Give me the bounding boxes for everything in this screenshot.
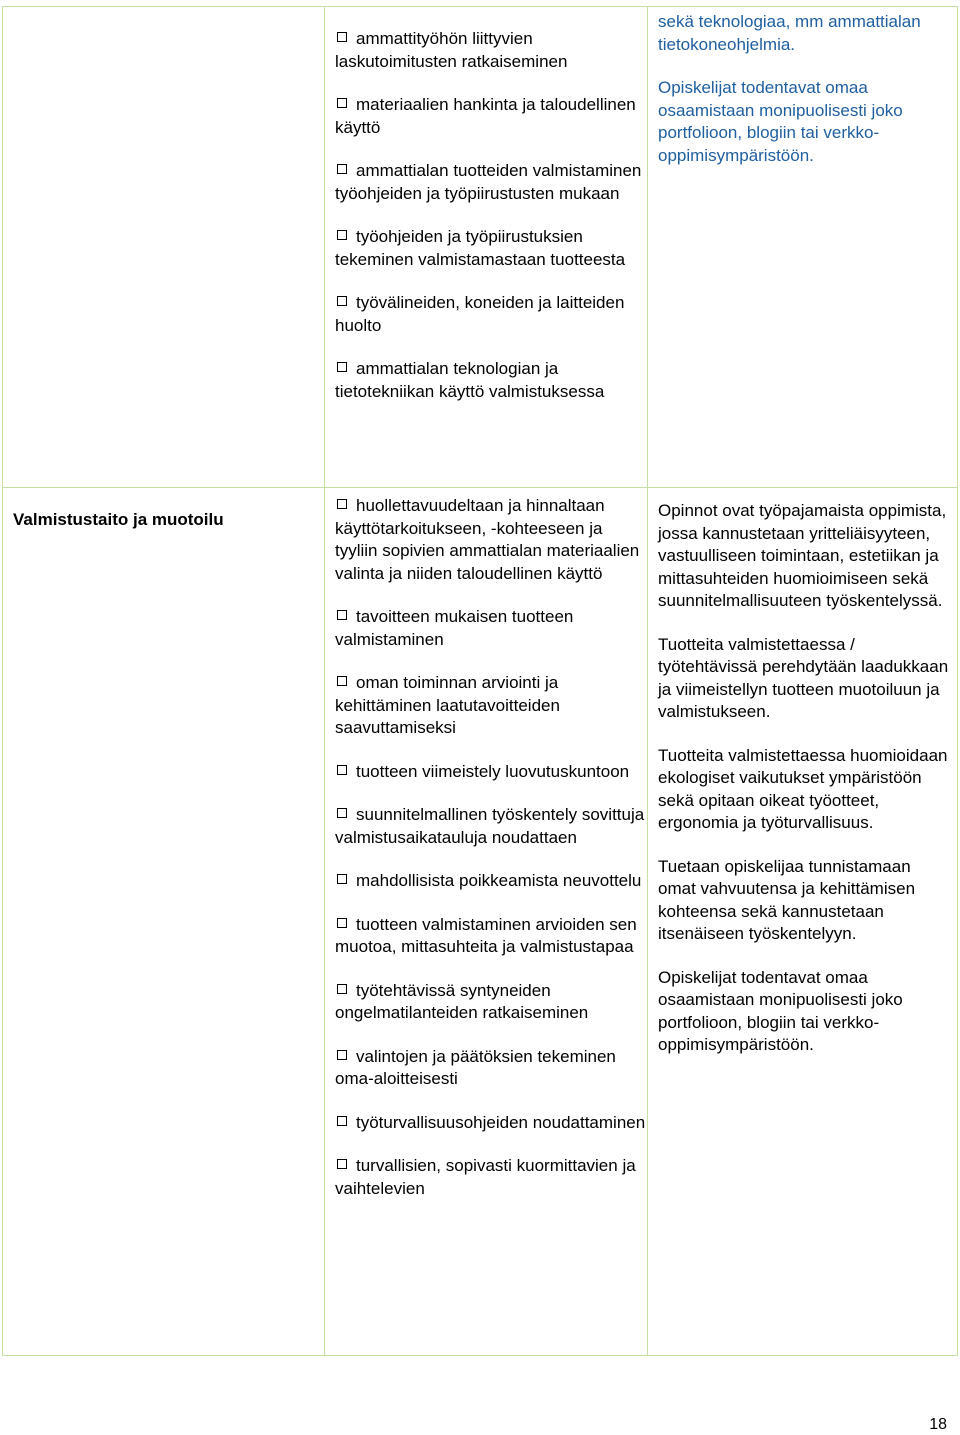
checkbox-icon <box>337 874 347 884</box>
description-cell <box>648 488 958 1356</box>
checkbox-icon <box>337 1159 347 1169</box>
checkbox-icon <box>337 808 347 818</box>
checkbox-icon <box>337 984 347 994</box>
list-item: tuotteen valmistaminen arvioiden sen muotoa, mittasuhteita ja valmistustapaa <box>335 914 637 956</box>
list-item: ammattialan tuotteiden valmistaminen työohjeiden ja työpiirustusten mukaan <box>335 161 642 203</box>
list-item: huollettavuudeltaan ja hinnaltaan käyttötarkoitukseen, -kohteeseen ja tyyliin sopivien ammattialan materiaalien valinta ja niiden taloudellinen käyttö <box>335 496 640 583</box>
table-row <box>3 488 958 1356</box>
description-paragraph: Opiskelijat todentavat omaa osaamistaan monipuolisesti joko portfolioon, blogiin tai verkko-oppimisympäristöön. <box>658 967 903 1054</box>
list-item: tavoitteen mukaisen tuotteen valmistaminen <box>335 607 574 649</box>
list-item: valintojen ja päätöksien tekeminen oma-aloitteisesti <box>335 1046 616 1088</box>
curriculum-table <box>2 6 958 1356</box>
description-paragraph: sekä teknologiaa, mm ammattialan tietokoneohjelmia. <box>658 12 921 54</box>
module-heading: Valmistustaito ja muotoilu <box>13 510 224 529</box>
description-paragraph: Opinnot ovat työpajamaista oppimista, jossa kannustetaan yritteliäisyyteen, vastuulliseen toimintaan, estetiikan ja mittasuhteiden huomioimiseen sekä suunnitelmallisuuteen työskentelyssä. <box>658 501 947 610</box>
checkbox-icon <box>337 296 347 306</box>
checkbox-icon <box>337 1116 347 1126</box>
checkbox-icon <box>337 676 347 686</box>
list-item: työohjeiden ja työpiirustuksien tekeminen valmistamastaan tuotteesta <box>335 227 626 269</box>
checkbox-icon <box>337 230 347 240</box>
checkbox-icon <box>337 918 347 928</box>
list-item: ammattialan teknologian ja tietotekniikan käyttö valmistuksessa <box>335 359 605 401</box>
list-item: turvallisien, sopivasti kuormittavien ja vaihtelevien <box>335 1156 636 1198</box>
list-item: tuotteen viimeistely luovutuskuntoon <box>335 761 647 784</box>
list-item: mahdollisista poikkeamista neuvottelu <box>335 870 647 893</box>
description-paragraph: Tuetaan opiskelijaa tunnistamaan omat vahvuutensa ja kehittämisen kohteensa sekä kannustetaan itsenäiseen työskentelyyn. <box>658 856 916 943</box>
checkbox-icon <box>337 765 347 775</box>
page-number: 18 <box>929 1416 947 1433</box>
skills-cell <box>325 488 648 1356</box>
list-item: materiaalien hankinta ja taloudellinen käyttö <box>335 95 636 137</box>
checkbox-icon <box>337 32 347 42</box>
list-item: suunnitelmallinen työskentely sovittuja valmistusaikatauluja noudattaen <box>335 805 645 847</box>
list-item: työvälineiden, koneiden ja laitteiden huolto <box>335 293 625 335</box>
list-item: ammattityöhön liittyvien laskutoimitusten ratkaiseminen <box>335 29 568 71</box>
checkbox-icon <box>337 98 347 108</box>
checkbox-icon <box>337 610 347 620</box>
module-heading <box>3 7 324 21</box>
description-paragraph: Tuotteita valmistettaessa / työtehtävissä perehdytään laadukkaan ja viimeistellyn tuotteen muotoiluun ja valmistukseen. <box>658 634 949 721</box>
checkbox-icon <box>337 362 347 372</box>
list-item: työtehtävissä syntyneiden ongelmatilanteiden ratkaiseminen <box>335 980 589 1022</box>
description-paragraph: Opiskelijat todentavat omaa osaamistaan monipuolisesti joko portfolioon, blogiin tai verkko-oppimisympäristöön. <box>658 78 903 165</box>
skills-cell <box>325 7 648 488</box>
checkbox-icon <box>337 499 347 509</box>
list-item: oman toiminnan arviointi ja kehittäminen laatutavoitteiden saavuttamiseksi <box>335 673 560 737</box>
description-cell <box>648 7 958 488</box>
list-item: työturvallisuusohjeiden noudattaminen <box>335 1112 647 1135</box>
checkbox-icon <box>337 1050 347 1060</box>
module-heading-cell <box>3 7 325 488</box>
description-paragraph: Tuotteita valmistettaessa huomioidaan ekologiset vaikutukset ympäristöön sekä opitaan oikeat työotteet, ergonomia ja työturvallisuus. <box>658 745 948 832</box>
table-row <box>3 7 958 488</box>
module-heading-cell <box>3 488 325 1356</box>
checkbox-icon <box>337 164 347 174</box>
